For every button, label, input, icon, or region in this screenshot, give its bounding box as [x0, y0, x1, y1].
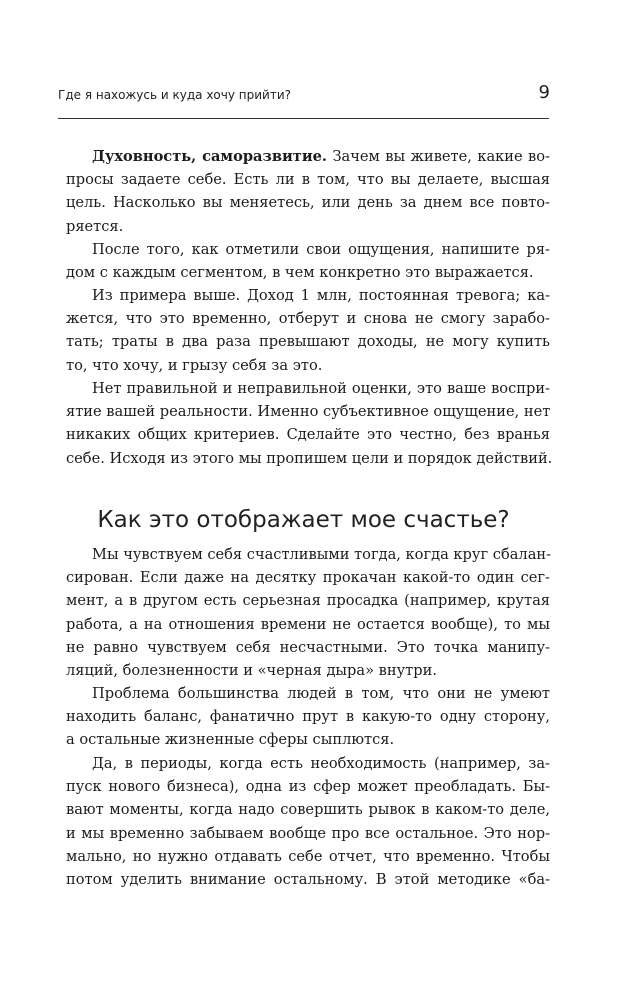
paragraph-line-text: Зачем вы живете, какие во- [327, 148, 550, 165]
paragraph-problem [66, 682, 550, 752]
paragraph-line: ятие вашей реальности. Именно субъективное ощущение, нет [66, 403, 551, 421]
paragraph-line: никаких общих критериев. Сделайте это честно, без вранья [66, 426, 550, 444]
paragraph-line: не равно чувствуем себя несчастными. Это точка манипу- [66, 638, 550, 656]
paragraph-line: Да, в периоды, когда есть необходимость (например, за- [92, 755, 550, 772]
paragraph-lead: Духовность, саморазвитие. [92, 148, 328, 165]
paragraph-line: ляций, болезненности и «черная дыра» внутри. [66, 662, 437, 680]
paragraph-line: тать; траты в два раза превышают доходы, не могу купить [66, 333, 550, 351]
paragraph-spirituality [66, 145, 550, 238]
paragraph-line: цель. Насколько вы меняетесь, или день за днем все повто- [66, 194, 550, 212]
paragraph-example [66, 284, 550, 377]
paragraph-line: потом уделить внимание остальному. В этой методике «ба- [66, 871, 550, 889]
paragraph-line: Проблема большинства людей в том, что они не умеют [92, 685, 550, 702]
paragraph-line: работа, а на отношения времени не остается вообще), то мы [66, 615, 550, 633]
paragraph-line: ряется. [66, 217, 124, 235]
paragraph-line: Мы чувствуем себя счастливыми тогда, когда круг сбалан- [92, 546, 552, 563]
paragraph-line: мально, но нужно отдавать себе отчет, что временно. Чтобы [66, 847, 550, 865]
paragraph-line: сирован. Если даже на десятку прокачан какой-то один сег- [66, 569, 550, 587]
paragraph-line: пуск нового бизнеса), одна из сфер может преобладать. Бы- [66, 778, 550, 796]
paragraph-line: Нет правильной и неправильной оценки, это ваше воспри- [92, 380, 550, 397]
paragraph-line: а остальные жизненные сферы сыплются. [66, 731, 395, 749]
paragraph-line: жется, что это временно, отберут и снова не смогу зарабо- [66, 310, 550, 328]
paragraph-line: и мы временно забываем вообще про все остальное. Это нор- [66, 824, 550, 842]
paragraph-line: то, что хочу, и грызу себя за это. [66, 356, 323, 374]
paragraph-line: просы задаете себе. Есть ли в том, что вы делаете, высшая [66, 171, 550, 189]
paragraph-line: себе. Исходя из этого мы пропишем цели и порядок действий. [66, 449, 553, 467]
header-rule [58, 118, 549, 119]
paragraph-note-feelings [66, 238, 550, 284]
paragraph-assessment [66, 377, 553, 470]
paragraph-line: После того, как отметили свои ощущения, напишите ря- [92, 241, 550, 258]
paragraph-line: Из примера выше. Доход 1 млн, постоянная тревога; ка- [92, 287, 550, 304]
paragraph-line: мент, а в другом есть серьезная просадка (например, крутая [66, 592, 550, 610]
paragraph-line: вают моменты, когда надо совершить рывок в каком-то деле, [66, 801, 550, 819]
paragraph-line: дом с каждым сегментом, в чем конкретно это выражается. [66, 264, 534, 282]
paragraph-periods [66, 752, 550, 891]
paragraph-line: находить баланс, фанатично прут в какую-то одну сторону, [66, 708, 550, 726]
paragraph-balance [66, 543, 550, 682]
running-head: Где я нахожусь и куда хочу прийти? [58, 88, 291, 102]
page-number: 9 [538, 82, 550, 103]
paragraph-line [66, 145, 550, 168]
section-heading: Как это отображает мое счастье? [97, 507, 510, 533]
